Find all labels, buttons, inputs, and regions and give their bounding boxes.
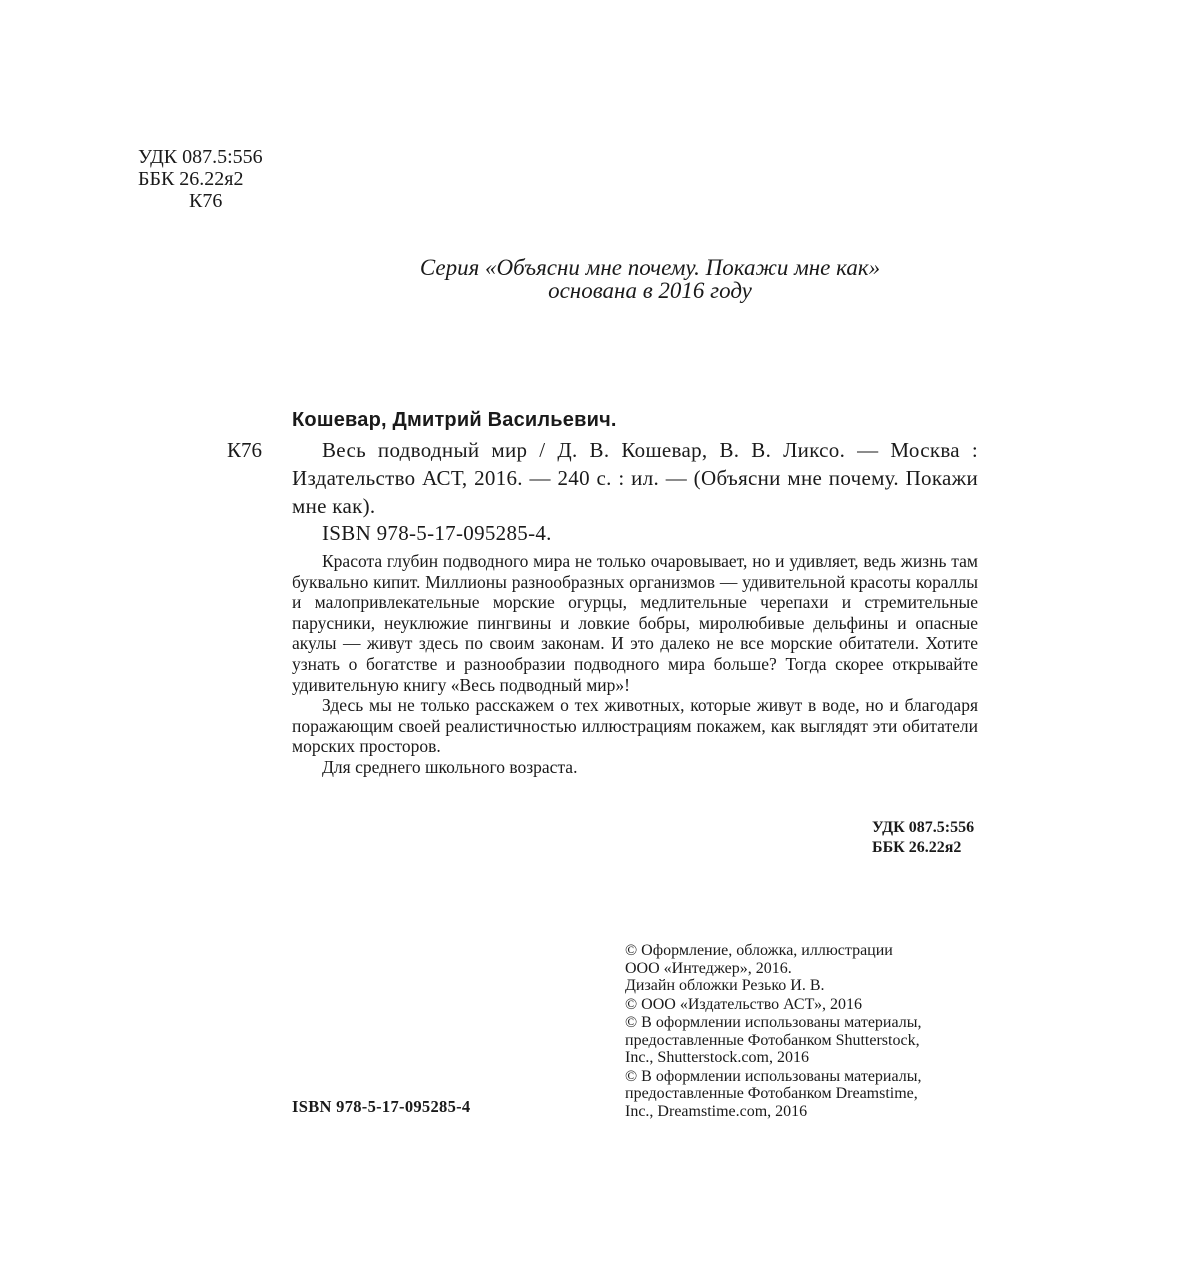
author-sign-top: К76 — [189, 190, 223, 212]
bibliographic-description: Весь подводный мир / Д. В. Кошевар, В. В. Ликсо. — Москва : Издательство АСТ, 2016. — 240 с. : ил. — (Объясни мне почему. Покажи мне как). — [292, 438, 978, 518]
udc-code-bottom: УДК 087.5:556 — [872, 819, 975, 836]
copyright-item: © В оформлении использованы материалы, предоставленные Фотобанком Shutterstock, Inc., Shutterstock.com, 2016 — [625, 1014, 922, 1066]
copyright-item: © ООО «Издательство АСТ», 2016 — [625, 995, 862, 1013]
author-heading: Кошевар, Дмитрий Васильевич. — [292, 409, 617, 431]
udc-code-top: УДК 087.5:556 — [138, 146, 263, 168]
annotation-paragraph: Красота глубин подводного мира не только очаровывает, но и удивляет, ведь жизнь там буквально кипит. Миллионы разнообразных организмов — удивительной красоты кораллы и малопривлекательные морские огурцы, медлительные черепахи и стремительные парусники, неуклюжие пингвины и ловкие бобры, миролюбивые дельфины и опасные акулы — живут здесь по своим законам. И это далеко не все морские обитатели. Хотите узнать о богатстве и разнообразии подводного мира больше? Тогда скорее открывайте удивительную книгу «Весь подводный мир»! — [292, 551, 978, 695]
series-founded-line: основана в 2016 году — [548, 278, 752, 303]
copyright-item: © Оформление, обложка, иллюстрации ООО «Интеджер», 2016. Дизайн обложки Резько И. В. — [625, 942, 893, 994]
series-title-line: Серия «Объясни мне почему. Покажи мне как» — [419, 255, 881, 280]
bbk-code-top: ББК 26.22я2 — [138, 168, 244, 190]
copyright-item: © В оформлении использованы материалы, предоставленные Фотобанком Dreamstime, Inc., Dreamstime.com, 2016 — [625, 1067, 922, 1120]
series-note — [330, 256, 970, 302]
annotation-paragraph: Здесь мы не только расскажем о тех животных, которые живут в воде, но и благодаря поражающим своей реалистичностью иллюстрациям покажем, как выглядят эти обитатели морских просторов. — [292, 695, 978, 757]
bbk-code-bottom: ББК 26.22я2 — [872, 839, 962, 856]
annotation — [292, 551, 978, 778]
copyright-block — [625, 942, 970, 1121]
isbn-entry: ISBN 978-5-17-095285-4. — [322, 521, 552, 545]
author-sign-main: К76 — [227, 438, 263, 462]
annotation-paragraph: Для среднего школьного возраста. — [322, 756, 578, 777]
isbn-bottom: ISBN 978-5-17-095285-4 — [292, 1097, 471, 1116]
